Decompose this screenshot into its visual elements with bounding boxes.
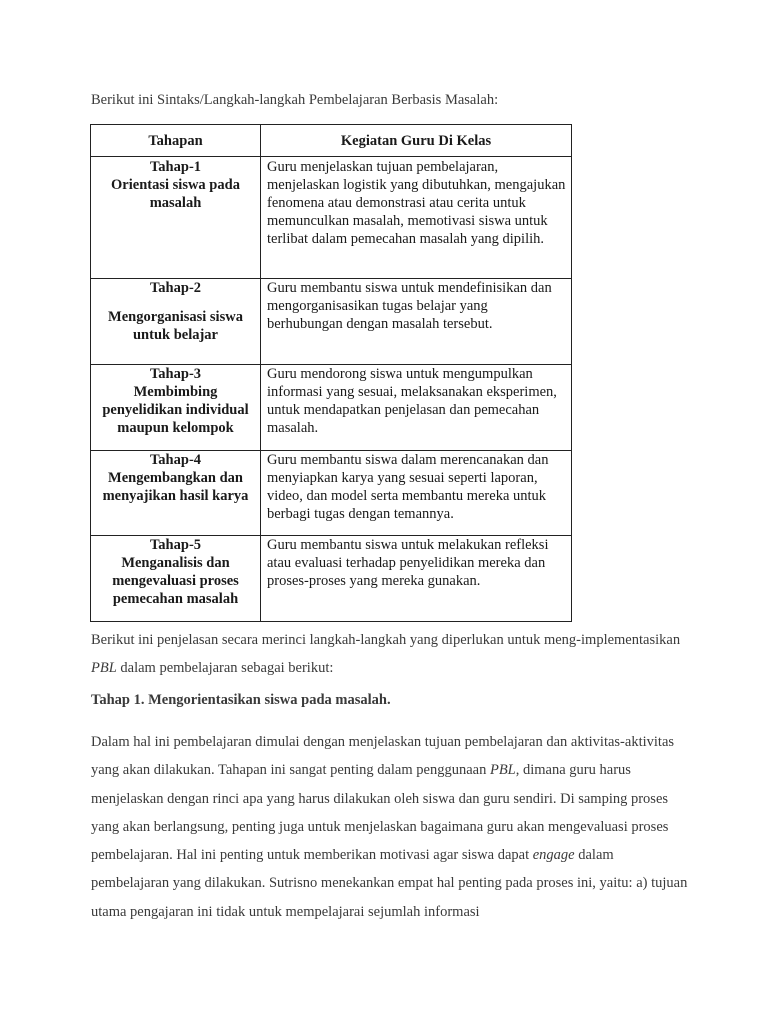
stage-cell [91,536,261,622]
stage-cell [91,279,261,365]
table-header-row [91,125,572,157]
stage-title: Tahap-1 [149,159,202,175]
stage-title: Tahap-4 [149,452,202,468]
activity-cell: Guru menjelaskan tujuan pembelajaran, menjelaskan logistik yang dibutuhkan, mengajukan fenomena atau demonstrasi atau cerita untuk memunculkan masalah, memotivasi siswa untuk terlibat dalam pemecahan masalah yang dipilih. [261,157,572,279]
stage-desc: Menganalisis dan mengevaluasi proses pemecahan masalah [112,555,239,607]
table-row [91,279,572,365]
activity-cell: Guru mendorong siswa untuk mengumpulkan informasi yang sesuai, melaksanakan eksperimen, untuk mendapatkan penjelasan dan pemecahan masalah. [261,365,572,451]
pbl-steps-table [90,124,572,622]
stage-title: Tahap-2 [149,280,202,296]
intro-text: Berikut ini Sintaks/Langkah-langkah Pembelajaran Berbasis Masalah: [91,92,499,108]
stage-title: Tahap-5 [149,537,202,553]
activity-cell: Guru membantu siswa untuk melakukan refleksi atau evaluasi terhadap penyelidikan mereka dan proses-proses yang mereka gunakan. [261,536,572,622]
stage-desc: Mengorganisasi siswa untuk belajar [108,309,243,343]
stage-desc: Mengembangkan dan menyajikan hasil karya [102,470,249,504]
activity-cell: Guru membantu siswa untuk mendefinisikan dan mengorganisasikan tugas belajar yang berhubungan dengan masalah tersebut. [261,279,572,365]
header-tahapan: Tahapan [91,125,261,157]
stage-cell [91,451,261,536]
stage-desc: Orientasi siswa pada masalah [111,177,240,211]
activity-cell: Guru membantu siswa dalam merencanakan dan menyiapkan karya yang sesuai seperti laporan, video, dan model serta membantu mereka untuk berbagi tugas dengan temannya. [261,451,572,536]
stage-title: Tahap-3 [149,366,202,382]
stage-cell [91,365,261,451]
table-row [91,157,572,279]
table-row [91,451,572,536]
stage-desc: Membimbing penyelidikan individual maupun kelompok [102,384,249,436]
stage-cell [91,157,261,279]
explanation-paragraph: Dalam hal ini pembelajaran dimulai dengan menjelaskan tujuan pembelajaran dan aktivitas-aktivitas yang akan dilakukan. Tahapan ini sangat penting dalam penggunaan PBL, dimana guru harus menjelaskan dengan rinci apa yang harus dilakukan oleh siswa dan guru sendiri. Di samping proses yang akan berlangsung, penting juga untuk menjelaskan bagaimana guru akan mengevaluasi proses pembelajaran. Hal ini penting untuk memberikan motivasi agar siswa dapat engage dalam pembelajaran yang dilakukan. Sutrisno menekankan empat hal penting pada proses ini, yaitu: a) tujuan utama pengajaran ini tidak untuk mempelajarai sejumlah informasi [91,734,688,920]
explanation-intro: Berikut ini penjelasan secara merinci langkah-langkah yang diperlukan untuk meng-implementasikan PBL dalam pembelajaran sebagai berikut: [91,632,681,677]
table-row [91,536,572,622]
section-heading: Tahap 1. Mengorientasikan siswa pada masalah. [91,692,391,708]
header-kegiatan: Kegiatan Guru Di Kelas [261,125,572,157]
table-row [91,365,572,451]
